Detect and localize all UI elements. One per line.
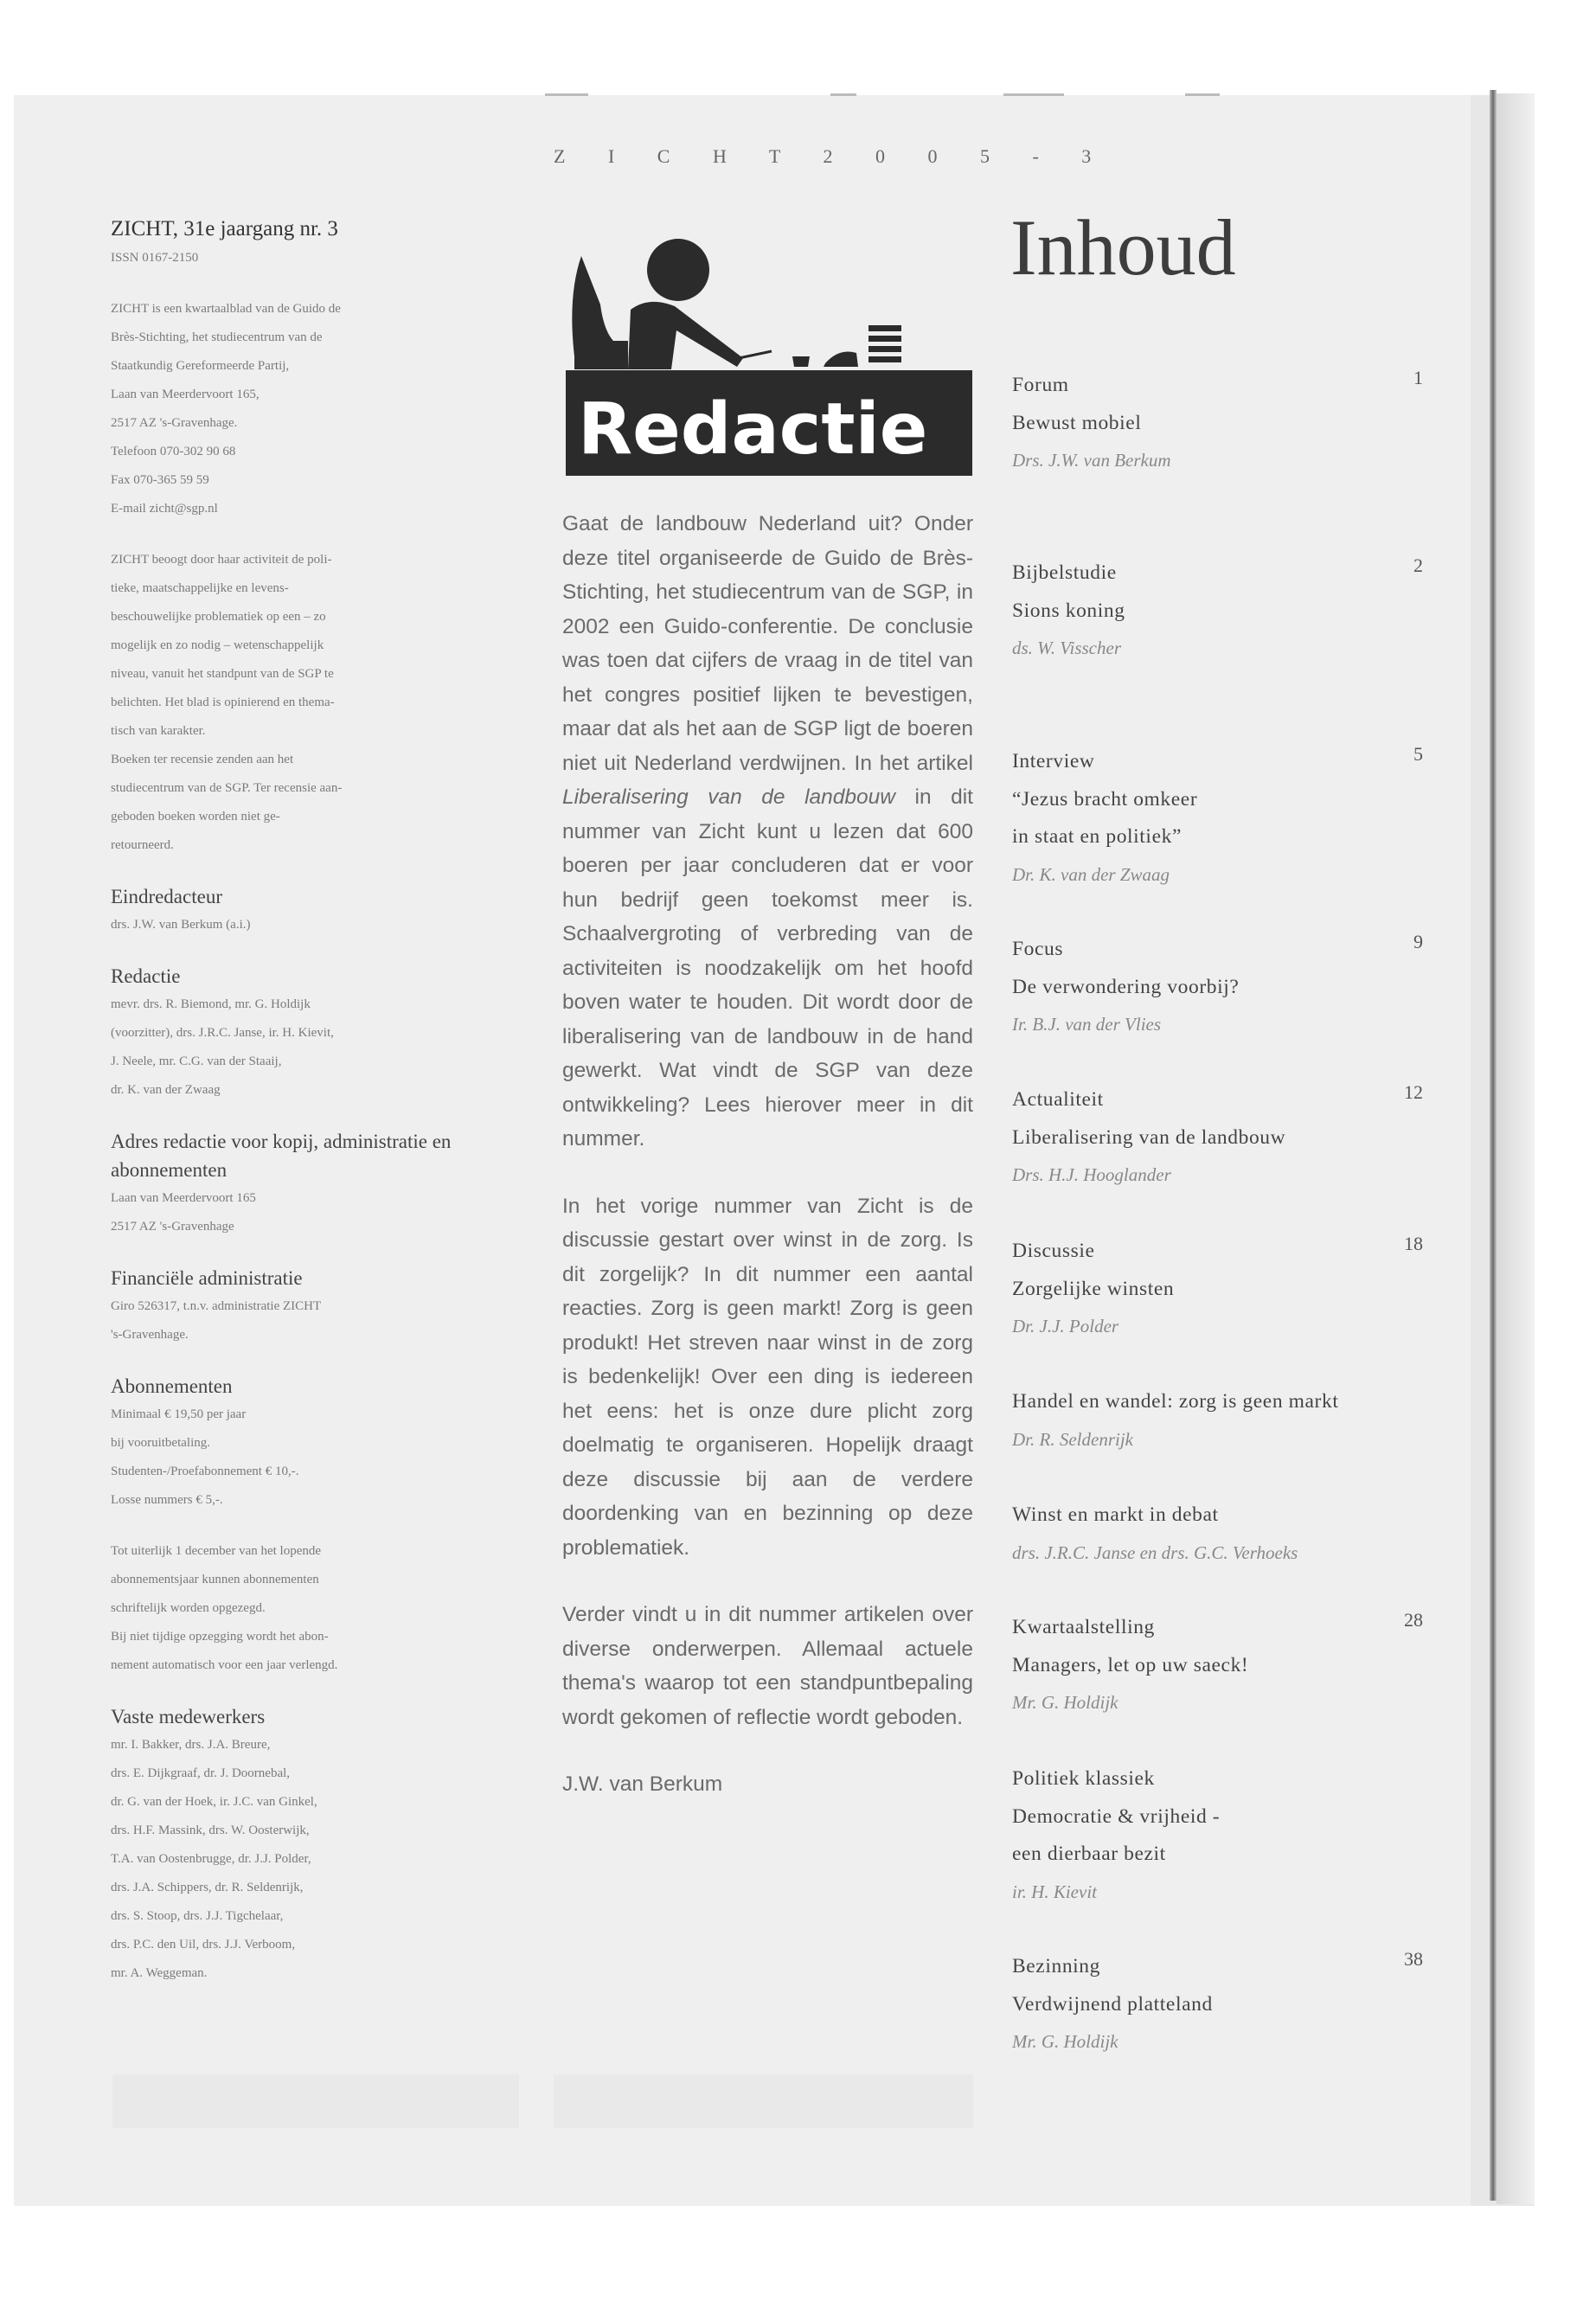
section-contributors [111,1702,457,1988]
pen-icon [739,351,772,358]
purpose-line: studiecentrum van de SGP. Ter recensie aan- [111,781,343,795]
toc-page-number: 18 [1404,1233,1423,1254]
purpose-line: Boeken ter recensie zenden aan het [111,753,294,766]
cancellation-notice [111,1537,457,1680]
paragraph-continuation: In het artikel [854,751,973,775]
section-editorial-board [111,962,457,1105]
section-line: 2517 AZ 's-Gravenhage [111,1220,234,1234]
toc-title: een dierbaar bezit [1012,1843,1166,1865]
purpose-block [111,546,457,860]
toc-section: Interview [1012,750,1095,772]
editorial-signature: J.W. van Berkum [562,1772,723,1796]
editorial-text [562,507,973,1835]
about-line: Fax 070-365 59 59 [111,473,209,487]
purpose-line: tisch van karakter. [111,724,206,738]
contributors-line: drs. H.F. Massink, drs. W. Oosterwijk, [111,1823,310,1837]
toc-item-politiek-klassiek[interactable] [1012,1760,1423,1911]
about-line: Staatkundig Gereformeerde Partij, [111,359,290,373]
section-line: drs. J.W. van Berkum (a.i.) [111,918,251,932]
toc-item-handel-en-wandel[interactable] [1012,1383,1423,1458]
toc-title: Bewust mobiel [1012,411,1142,434]
section-line: 's-Gravenhage. [111,1328,189,1342]
section-line: (voorzitter), drs. J.R.C. Janse, ir. H. Kievit, [111,1026,334,1040]
contents-title: Inhoud [1010,203,1236,292]
bottom-band-left [112,2074,519,2128]
email-line: E-mail zicht@sgp.nl [111,502,218,516]
toc-author: Drs. H.J. Hooglander [1012,1164,1171,1185]
section-line: mevr. drs. R. Biemond, mr. G. Holdijk [111,997,311,1011]
spine-shadow [1497,93,1535,2204]
notice-line: nement automatisch voor een jaar verlengd. [111,1658,338,1672]
toc-author: Ir. B.J. van der Vlies [1012,1014,1162,1035]
toc-item-focus[interactable] [1012,931,1423,1043]
section-heading: Abonnementen [111,1375,233,1397]
toc-section: Politiek klassiek [1012,1767,1155,1790]
article-title-reference: Liberalisering van de landbouw [562,785,895,809]
purpose-line: geboden boeken worden niet ge- [111,810,280,824]
issn: ISSN 0167-2150 [111,251,199,265]
toc-author: Mr. G. Holdijk [1012,2031,1118,2052]
figure-body-icon [628,302,743,369]
cup-icon [792,356,810,367]
toc-author: Dr. R. Seldenrijk [1012,1428,1133,1450]
toc-item-kwartaalstelling[interactable] [1012,1609,1423,1721]
editorial-paragraph-1 [562,507,973,1157]
section-line: Laan van Meerdervoort 165 [111,1191,256,1205]
toc-title: Liberalisering van de landbouw [1012,1125,1286,1149]
toc-item-interview[interactable] [1012,743,1423,894]
about-block [111,295,457,523]
toc-author: Dr. K. van der Zwaag [1012,863,1170,885]
toc-item-forum[interactable] [1012,367,1423,479]
toc-section: Actualiteit [1012,1088,1104,1111]
purpose-line: tieke, maatschappelijke en levens- [111,581,289,595]
toc-item-winst-en-markt[interactable] [1012,1497,1423,1572]
notice-line: Bij niet tijdige opzegging wordt het abon- [111,1630,329,1644]
toc-page-number: 9 [1413,931,1423,952]
toc-title: De verwondering voorbij? [1012,975,1240,998]
toc-page-number: 1 [1413,367,1423,388]
toc-title: Zorgelijke winsten [1012,1277,1175,1300]
section-address [111,1127,457,1241]
toc-section: Discussie [1012,1240,1095,1262]
contributors-line: dr. G. van der Hoek, ir. J.C. van Ginkel, [111,1795,317,1809]
section-line: J. Neele, mr. C.G. van der Staaij, [111,1054,282,1068]
contributors-line: drs. P.C. den Uil, drs. J.J. Verboom, [111,1938,296,1952]
paragraph-lead: Gaat de landbouw Nederland uit? Onder deze titel organiseerde de Guido de Brès-Stichting, het studiecentrum van de SGP, in 2002 een Guido-conferentie. De conclusie was toen dat cijfers de vraag in de titel van het congres positief lijken te bevestigen, maar dat als het aan de SGP ligt de boeren niet uit Nederland verdwijnen. [562,512,973,775]
notice-line: Tot uiterlijk 1 december van het lopende [111,1544,322,1558]
section-heading: Redactie [111,965,181,987]
toc-section: Handel en wandel: zorg is geen markt [1012,1390,1339,1413]
toc-author: Mr. G. Holdijk [1012,1692,1118,1713]
purpose-line: beschouwelijke problematiek op een – zo [111,610,326,624]
toc-page-number: 28 [1404,1609,1423,1631]
about-line: 2517 AZ 's-Gravenhage. [111,416,238,430]
toc-title: Sions koning [1012,599,1125,622]
section-line: Minimaal € 19,50 per jaar [111,1407,247,1421]
paper-stack-icon [869,325,901,331]
purpose-line: belichten. Het blad is opinierend en thema- [111,695,335,709]
editorial-paragraph-3: Verder vindt u in dit nummer artikelen over diverse onderwerpen. Allemaal actuele thema's waarop tot een standpuntbepaling wordt gekomen of reflectie wordt geboden. [562,1603,973,1729]
contributors-line: mr. I. Bakker, drs. J.A. Breure, [111,1738,271,1752]
running-header: Z I C H T 2 0 0 5 - 3 [554,145,1111,167]
toc-item-bezinning[interactable] [1012,1948,1423,2061]
toc-author: Dr. J.J. Polder [1012,1316,1119,1336]
toc-section: Focus [1012,938,1064,960]
notice-line: schriftelijk worden opgezegd. [111,1601,266,1615]
purpose-line: niveau, vanuit het standpunt van de SGP te [111,667,334,681]
purpose-line: mogelijk en zo nodig – wetenschappelijk [111,638,324,652]
contributors-line: drs. E. Dijkgraaf, dr. J. Doornebal, [111,1766,291,1780]
chair-icon [572,256,628,369]
binding-spine [1490,90,1497,2201]
about-line: Laan van Meerdervoort 165, [111,388,260,401]
contributors-line: drs. J.A. Schippers, dr. R. Seldenrijk, [111,1881,304,1894]
toc-title: Verdwijnend platteland [1012,1992,1213,2016]
contributors-line: mr. A. Weggeman. [111,1966,208,1980]
section-heading: Adres redactie voor kopij, administratie en abonnementen [111,1131,452,1181]
section-editor-in-chief [111,882,457,939]
toc-page-number: 38 [1404,1948,1423,1970]
toc-item-discussie[interactable] [1012,1233,1423,1345]
toc-section: Bijbelstudie [1012,561,1117,584]
section-line: dr. K. van der Zwaag [111,1083,221,1097]
masthead-title: ZICHT, 31e jaargang nr. 3 [111,217,338,240]
toc-author: drs. J.R.C. Janse en drs. G.C. Verhoeks [1012,1541,1298,1563]
about-line: ZICHT is een kwartaalblad van de Guido de [111,302,341,316]
toc-author: Drs. J.W. van Berkum [1012,450,1171,471]
paragraph-continuation: in dit nummer van Zicht kunt u lezen dat 600 boeren per jaar concluderen dat er voor hun bedrijf geen toekomst meer is. Schaalvergroting of verbreding van de activiteiten is noodzakelijk om het hoofd boven water te houden. Dit wordt door de liberalisering van de landbouw in de hand gewerkt. Wat vindt de SGP van deze ontwikkeling? Lees hierover meer in dit nummer. [562,785,973,1150]
toc-page-number: 2 [1413,554,1423,576]
purpose-line: retourneerd. [111,838,174,852]
logo-label: Redactie [578,388,928,471]
about-line: Brès-Stichting, het studiecentrum van de [111,330,323,344]
redactie-logo [566,227,972,476]
stapler-icon [824,352,858,368]
colophon [111,215,457,1988]
toc-section: Forum [1012,374,1069,396]
toc-section: Kwartaalstelling [1012,1616,1155,1638]
section-subscriptions [111,1372,457,1515]
toc-title: “Jezus bracht omkeer [1012,787,1198,811]
figure-head-icon [647,239,709,301]
about-line: Telefoon 070-302 90 68 [111,445,236,458]
toc-author: ir. H. Kievit [1012,1881,1097,1902]
toc-section: Winst en markt in debat [1012,1503,1219,1526]
toc-title: Managers, let op uw saeck! [1012,1653,1249,1676]
toc-section: Bezinning [1012,1955,1100,1977]
bottom-band-middle [554,2074,973,2128]
section-heading: Vaste medewerkers [111,1706,266,1727]
section-line: bij vooruitbetaling. [111,1436,210,1450]
toc-author: ds. W. Visscher [1012,638,1121,658]
toc-page-number: 5 [1413,743,1423,765]
toc-item-bijbelstudie[interactable] [1012,554,1423,667]
section-line: Studenten-/Proefabonnement € 10,-. [111,1465,299,1478]
section-heading: Eindredacteur [111,886,222,907]
section-line: Losse nummers € 5,-. [111,1493,223,1507]
toc-title: Democratie & vrijheid - [1012,1804,1221,1828]
purpose-line: ZICHT beoogt door haar activiteit de poli- [111,553,332,567]
toc-page-number: 12 [1404,1081,1423,1103]
notice-line: abonnementsjaar kunnen abonnementen [111,1573,319,1586]
section-heading: Financiële administratie [111,1267,303,1289]
editorial-paragraph-2: In het vorige nummer van Zicht is de discussie gestart over winst in de zorg. Is dit zorgelijk? In dit nummer een aantal reacties. Zorg is geen markt! Zorg is geen produkt! Het streven naar winst in de zorg is bedenkelijk! Over een ding is iedereen het eens: het is onze dure plicht zorg doelmatig te organiseren. Hopelijk draagt deze discussie bij aan de verdere doordenking van en bezinning op deze problematiek. [562,1194,973,1560]
contributors-line: T.A. van Oostenbrugge, dr. J.J. Polder, [111,1852,311,1866]
toc-title: in staat en politiek” [1012,825,1182,848]
contributors-line: drs. S. Stoop, drs. J.J. Tigchelaar, [111,1909,284,1923]
section-financial [111,1264,457,1349]
toc-item-actualiteit[interactable] [1012,1081,1423,1194]
section-line: Giro 526317, t.n.v. administratie ZICHT [111,1299,322,1313]
